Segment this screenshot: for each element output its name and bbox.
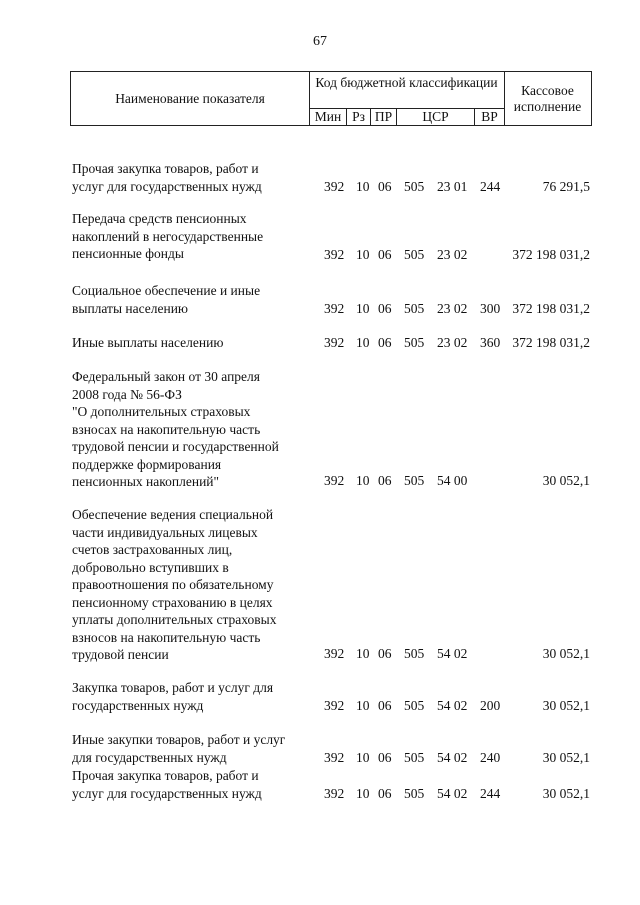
table-row [0,282,640,318]
row-name: Прочая закупка товаров, работ и услуг для государственных нужд [72,161,262,194]
row-name: Обеспечение ведения специальной части индивидуальных лицевых счетов застрахованных лиц, добровольно вступивших в правоотношения по обязательному пенсионному страхованию в целях уплаты дополнительных страховых взносов на накопительную часть трудовой пенсии [72,507,277,662]
cell-pr: 06 [378,335,392,350]
cell-csr-program: 505 [404,247,425,262]
cell-amount: 30 052,1 [542,750,590,765]
cell-pr: 06 [378,646,392,661]
table-row [0,210,640,264]
cell-csr-program: 505 [404,473,425,488]
row-name: Закупка товаров, работ и услуг для государственных нужд [72,680,274,713]
cell-csr-code: 23 02 [437,301,468,316]
cell-min: 392 [324,698,345,713]
cell-amount: 30 052,1 [542,786,590,801]
table-row [0,506,640,663]
cell-min: 392 [324,335,345,350]
cell-amount: 76 291,5 [542,179,590,194]
table-row [0,731,640,767]
cell-csr-program: 505 [404,646,425,661]
cell-pr: 06 [378,179,392,194]
row-name: Иные закупки товаров, работ и услуг для государственных нужд [72,732,286,765]
cell-pr: 06 [378,247,392,262]
cell-rz: 10 [356,786,370,801]
cell-pr: 06 [378,301,392,316]
cell-vr: 300 [480,301,501,316]
cell-csr-code: 23 02 [437,335,468,350]
cell-rz: 10 [356,750,370,765]
header-cash-column [504,71,592,126]
row-name: Передача средств пенсионных накоплений в негосударственные пенсионные фонды [72,211,264,261]
cell-csr-code: 54 02 [437,750,468,765]
cell-rz: 10 [356,646,370,661]
cell-csr-code: 54 02 [437,786,468,801]
cell-pr: 06 [378,750,392,765]
cell-vr: 244 [480,179,501,194]
table-row [0,679,640,715]
cell-pr: 06 [378,698,392,713]
cell-rz: 10 [356,247,370,262]
cell-pr: 06 [378,786,392,801]
cell-rz: 10 [356,179,370,194]
cell-csr-code: 54 00 [437,473,468,488]
cell-csr-program: 505 [404,698,425,713]
cell-amount: 30 052,1 [542,646,590,661]
header-name-label: Наименование показателя [115,90,265,106]
cell-csr-code: 54 02 [437,646,468,661]
header-csr: ЦСР [397,108,475,126]
header-code-group: Код бюджетной классификации [309,71,505,108]
cell-min: 392 [324,473,345,488]
cell-vr: 360 [480,335,501,350]
cell-min: 392 [324,179,345,194]
header-pr: ПР [371,108,397,126]
cell-vr: 200 [480,698,501,713]
cell-vr: 240 [480,750,501,765]
table-row [0,767,640,803]
cell-min: 392 [324,301,345,316]
table-row [0,368,640,490]
cell-rz: 10 [356,698,370,713]
cell-vr: 244 [480,786,501,801]
row-name: Федеральный закон от 30 апреля 2008 года № 56-ФЗ "О дополнительных страховых взносах на накопительную часть трудовой пенсии и государственной поддержке формирования пенсионных накоплений" [72,369,279,489]
cell-amount: 372 198 031,2 [512,301,590,316]
cell-csr-program: 505 [404,335,425,350]
cell-csr-code: 23 01 [437,179,468,194]
cell-csr-program: 505 [404,179,425,194]
cell-amount: 30 052,1 [542,698,590,713]
cell-min: 392 [324,247,345,262]
cell-rz: 10 [356,473,370,488]
header-name-column [70,71,310,126]
table-row [0,334,640,352]
header-min: Мин [309,108,347,126]
cell-min: 392 [324,646,345,661]
header-rz: Рз [347,108,371,126]
row-name: Социальное обеспечение и иные выплаты населению [72,283,261,316]
row-name: Иные выплаты населению [72,335,224,350]
cell-amount: 30 052,1 [542,473,590,488]
cell-csr-program: 505 [404,301,425,316]
page-number: 67 [313,34,327,49]
cell-min: 392 [324,750,345,765]
header-vr: ВР [475,108,505,126]
row-name: Прочая закупка товаров, работ и услуг для государственных нужд [72,768,262,801]
cell-min: 392 [324,786,345,801]
cell-rz: 10 [356,301,370,316]
header-cash-label: Кассовое исполнение [513,82,582,114]
cell-csr-code: 23 02 [437,247,468,262]
cell-amount: 372 198 031,2 [512,335,590,350]
cell-pr: 06 [378,473,392,488]
table-row [0,160,640,196]
cell-rz: 10 [356,335,370,350]
cell-csr-program: 505 [404,750,425,765]
cell-amount: 372 198 031,2 [512,247,590,262]
cell-csr-program: 505 [404,786,425,801]
cell-csr-code: 54 02 [437,698,468,713]
